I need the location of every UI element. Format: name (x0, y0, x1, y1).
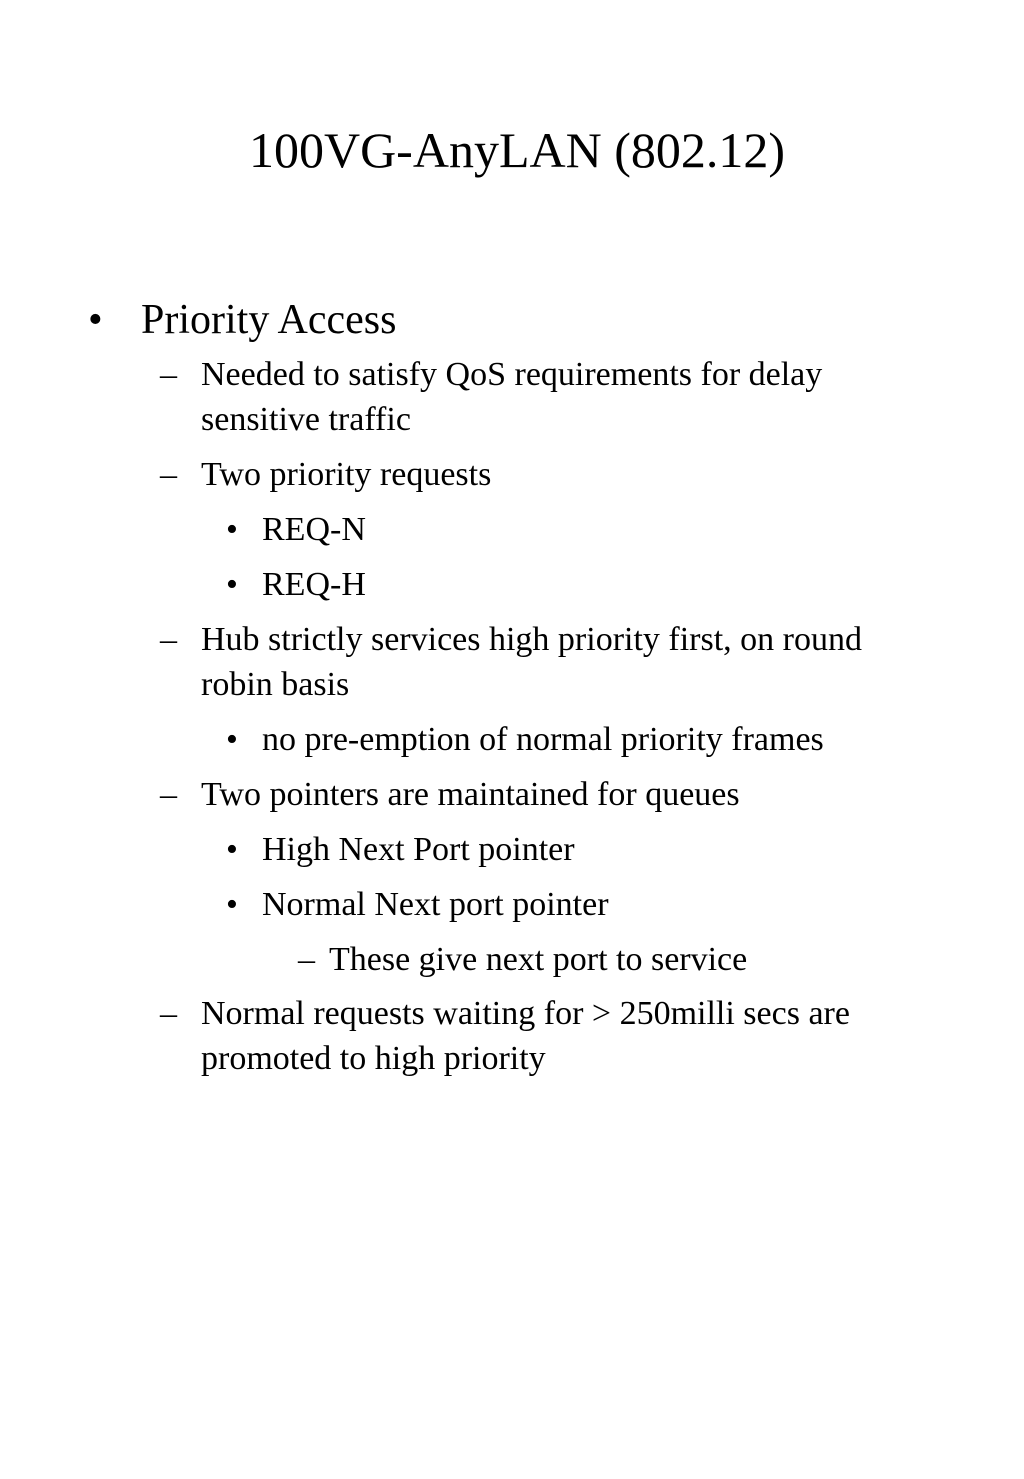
bullet-marker: • (88, 297, 103, 343)
dash-marker: – (160, 356, 177, 393)
list-item (0, 452, 941, 497)
item-text: Normal Next port pointer (262, 886, 609, 923)
outline-list (0, 292, 1024, 1091)
item-text: REQ-N (262, 511, 366, 548)
list-item (0, 352, 941, 442)
dash-marker: – (160, 456, 177, 493)
list-item (0, 882, 1024, 927)
list-item (0, 617, 941, 707)
list-item (0, 562, 1024, 607)
bullet-marker: • (226, 886, 238, 923)
list-item (0, 292, 1024, 348)
item-text: Needed to satisfy QoS requirements for delay sensitive traffic (201, 356, 823, 438)
list-item (0, 507, 1024, 552)
slide-title: 100VG-AnyLAN (802.12) (248, 122, 786, 178)
dash-marker: – (298, 941, 315, 978)
item-text: These give next port to service (329, 941, 748, 978)
list-item (0, 827, 1024, 872)
dash-marker: – (160, 621, 177, 658)
bullet-marker: • (226, 831, 238, 868)
dash-marker: – (160, 995, 177, 1032)
list-item (0, 991, 941, 1081)
item-text: REQ-H (262, 566, 366, 603)
dash-marker: – (160, 776, 177, 813)
bullet-marker: • (226, 566, 238, 603)
item-text: High Next Port pointer (262, 831, 575, 868)
bullet-marker: • (226, 721, 238, 758)
item-text: Hub strictly services high priority first, on round robin basis (201, 621, 863, 703)
item-text: Priority Access (141, 297, 397, 343)
item-text: Two priority requests (201, 456, 492, 493)
list-item (0, 772, 941, 817)
item-text: Two pointers are maintained for queues (201, 776, 740, 813)
bullet-marker: • (226, 511, 238, 548)
list-item (0, 937, 1024, 982)
item-text: Normal requests waiting for > 250milli secs are promoted to high priority (201, 995, 850, 1077)
list-item (0, 717, 1024, 762)
item-text: no pre-emption of normal priority frames (262, 721, 824, 758)
